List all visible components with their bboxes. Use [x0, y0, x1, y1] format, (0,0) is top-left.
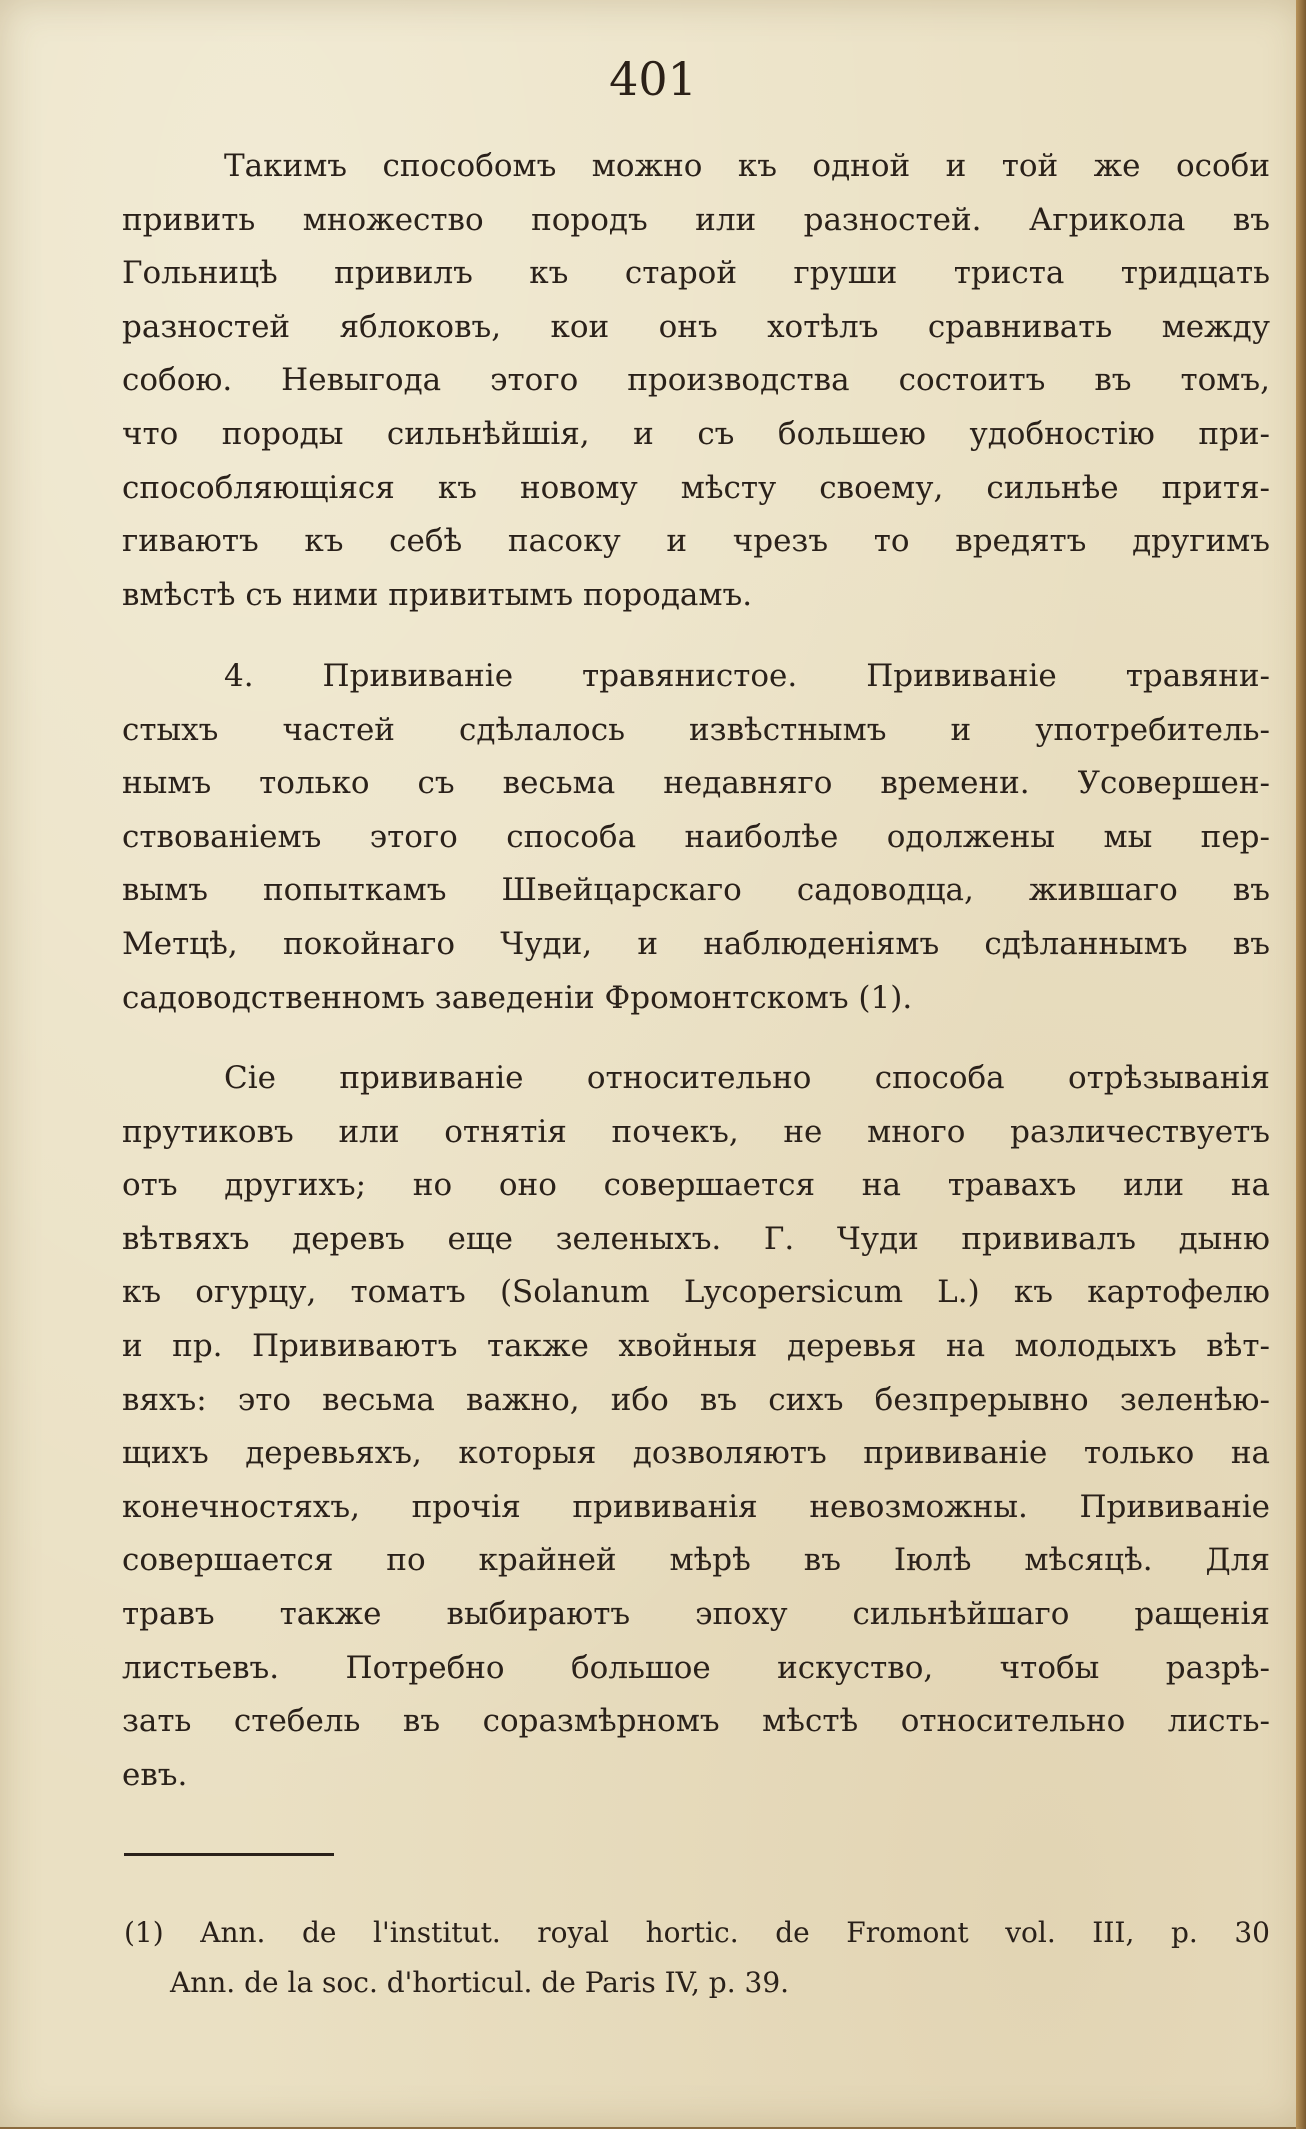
text-line: травъ также выбираютъ эпоху сильнѣйшаго ращенія — [122, 1595, 1270, 1632]
paragraph-1 — [122, 140, 1270, 622]
text-line: способляющіяся къ новому мѣсту своему, сильнѣе притя- — [122, 469, 1270, 506]
paragraph-2 — [122, 650, 1270, 1025]
footnote-line: (1) Ann. de l'institut. royal hortic. de Fromont vol. III, p. 30 — [124, 1916, 1270, 1949]
text-line: собою. Невыгода этого производства состоитъ въ томъ, — [122, 362, 1270, 399]
text-line: листьевъ. Потребно большое искуство, чтобы разрѣ- — [122, 1649, 1270, 1686]
footnote-divider — [124, 1853, 334, 1856]
text-line: вяхъ: это весьма важно, ибо въ сихъ безпрерывно зеленѣю- — [122, 1381, 1270, 1418]
text-line: щихъ деревьяхъ, которыя дозволяютъ прививаніе только на — [122, 1435, 1270, 1472]
text-line: садоводственномъ заведеніи Фромонтскомъ (1). — [122, 979, 913, 1016]
text-line: ствованіемъ этого способа наиболѣе одолжены мы пер- — [122, 818, 1270, 855]
text-line: разностей яблоковъ, кои онъ хотѣлъ сравнивать между — [122, 308, 1270, 345]
text-line: Метцѣ, покойнаго Чуди, и наблюденіямъ сдѣланнымъ въ — [122, 925, 1270, 962]
text-line: что породы сильнѣйшія, и съ большею удобностію при- — [122, 415, 1270, 452]
text-line: Гольницѣ привилъ къ старой груши триста тридцать — [122, 255, 1270, 292]
text-line: 4. Прививаніе травянистое. Прививаніе травяни- — [224, 658, 1270, 694]
text-line: прутиковъ или отнятія почекъ, не много различествуетъ — [122, 1113, 1270, 1150]
text-line: зать стебель въ соразмѣрномъ мѣстѣ относительно листь- — [122, 1703, 1270, 1740]
text-line: къ огурцу, томатъ (Solanum Lycopersicum L.) къ картофелю — [122, 1274, 1270, 1311]
footnote-line: Ann. de la soc. d'horticul. de Paris IV, p. 39. — [170, 1966, 790, 1999]
text-line: вѣтвяхъ деревъ еще зеленыхъ. Г. Чуди прививалъ дыню — [122, 1220, 1270, 1257]
text-line: отъ другихъ; но оно совершается на травахъ или на — [122, 1167, 1270, 1204]
text-line: конечностяхъ, прочія прививанія невозможны. Прививаніе — [122, 1488, 1270, 1525]
page-edge — [1296, 0, 1306, 2129]
footnote — [124, 1908, 1270, 2008]
text-line: стыхъ частей сдѣлалось извѣстнымъ и употребитель- — [122, 711, 1270, 748]
text-line: гиваютъ къ себѣ пасоку и чрезъ то вредятъ другимъ — [122, 523, 1270, 560]
text-line: совершается по крайней мѣрѣ въ Іюлѣ мѣсяцѣ. Для — [122, 1542, 1270, 1579]
text-line: и пр. Прививаютъ также хвойныя деревья на молодыхъ вѣт- — [122, 1327, 1270, 1364]
page-number: 401 — [609, 52, 697, 106]
text-line: евъ. — [122, 1756, 188, 1793]
text-line: вмѣстѣ съ ними привитымъ породамъ. — [122, 576, 753, 613]
text-line: Сіе прививаніе относительно способа отрѣзыванія — [224, 1060, 1270, 1096]
paragraph-3 — [122, 1052, 1270, 1802]
text-line: Такимъ способомъ можно къ одной и той же особи — [224, 148, 1270, 184]
text-line: привить множество породъ или разностей. Агрикола въ — [122, 201, 1270, 238]
text-line: нымъ только съ весьма недавняго времени. Усовершен- — [122, 765, 1270, 802]
text-line: вымъ попыткамъ Швейцарскаго садоводца, жившаго въ — [122, 872, 1270, 909]
